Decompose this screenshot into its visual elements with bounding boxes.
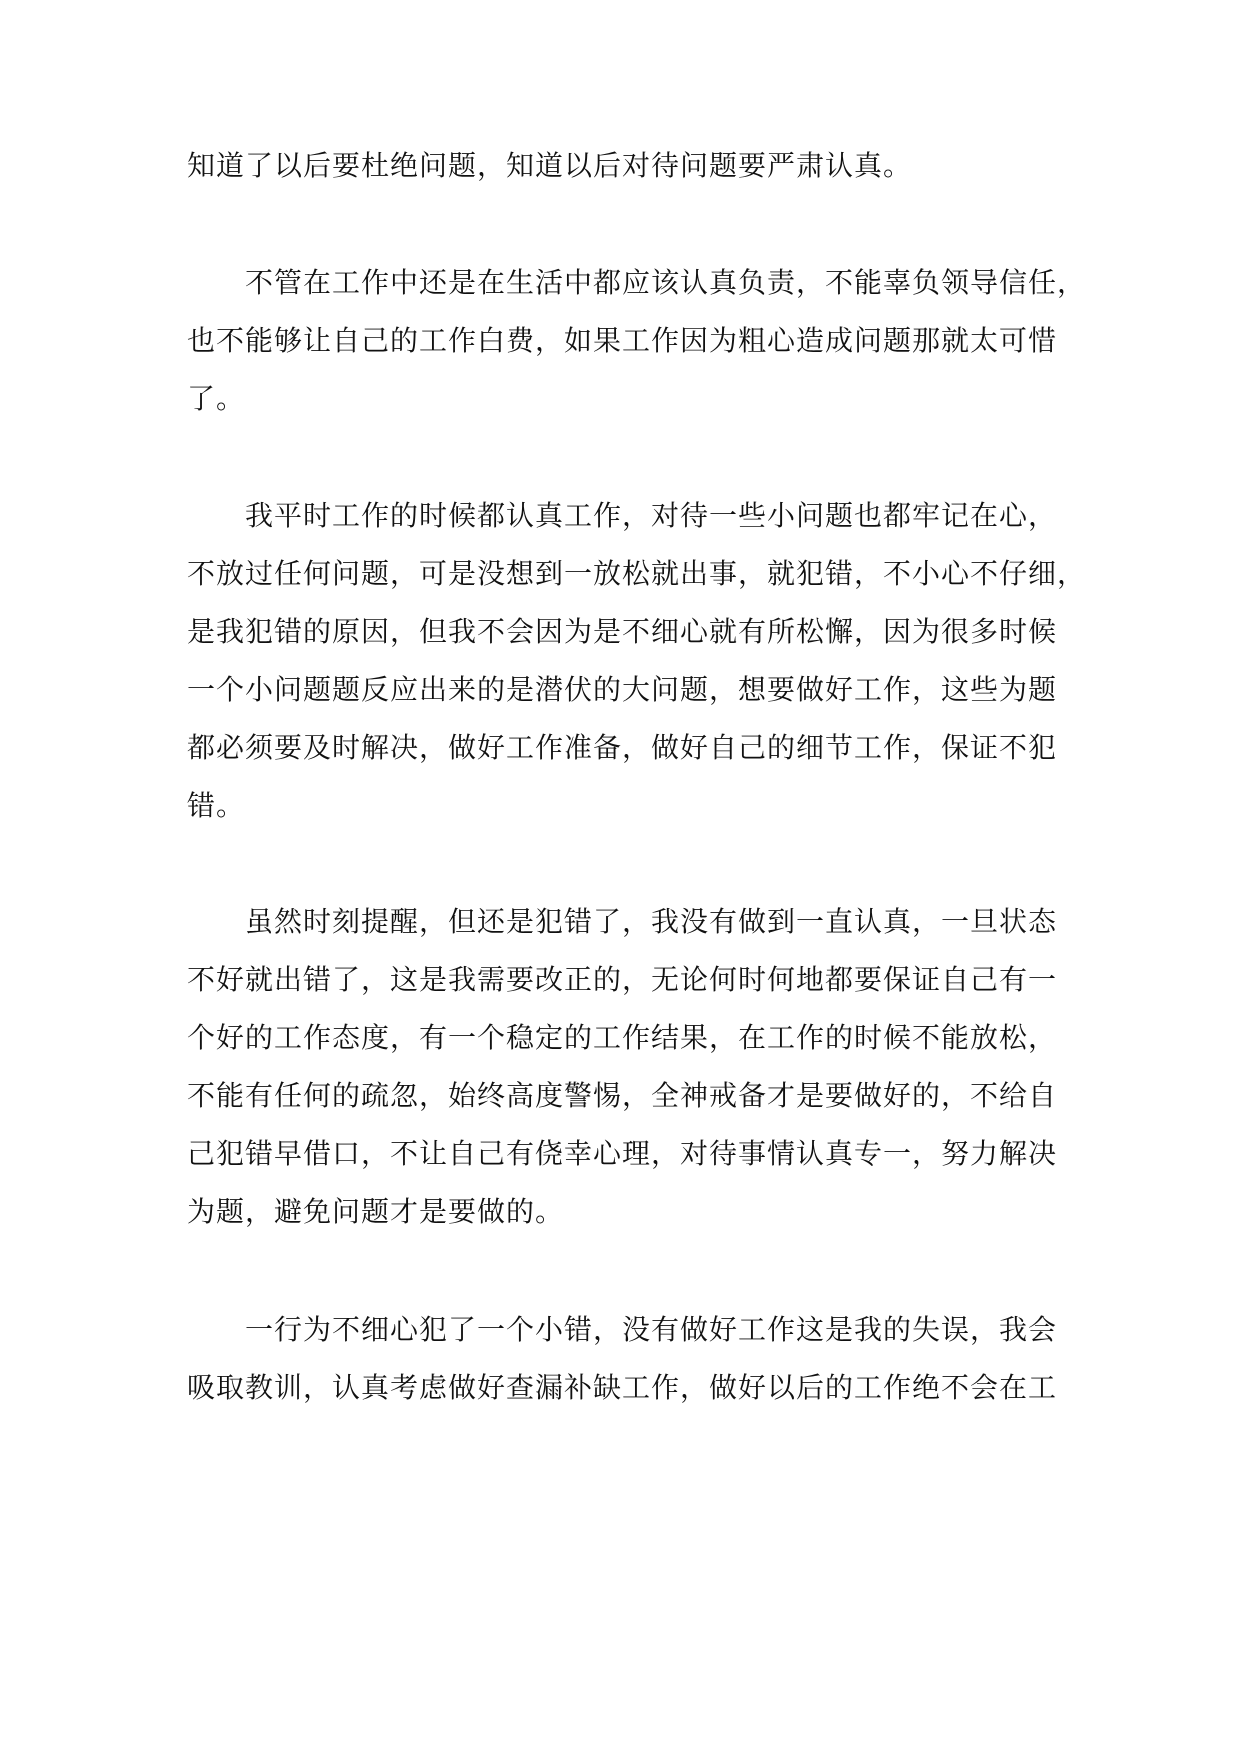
text-line: 错。	[187, 789, 246, 822]
text-line: 为题，避免问题才是要做的。	[187, 1195, 565, 1228]
text-line: 不好就出错了，这是我需要改正的，无论何时何地都要保证自己有一	[187, 963, 1058, 996]
text-line: 也不能够让自己的工作白费，如果工作因为粗心造成问题那就太可惜	[187, 324, 1058, 357]
text-line: 了。	[187, 382, 246, 415]
text-line: 是我犯错的原因，但我不会因为是不细心就有所松懈，因为很多时候	[187, 615, 1058, 648]
text-line: 个好的工作态度，有一个稳定的工作结果，在工作的时候不能放松，	[187, 1021, 1058, 1054]
text-line: 不放过任何问题，可是没想到一放松就出事，就犯错，不小心不仔细，	[187, 557, 1087, 590]
text-line: 一个小问题题反应出来的是潜伏的大问题，想要做好工作，这些为题	[187, 673, 1058, 706]
text-line: 虽然时刻提醒，但还是犯错了，我没有做到一直认真，一旦状态	[245, 905, 1058, 938]
text-line: 己犯错早借口，不让自己有侥幸心理，对待事情认真专一，努力解决	[187, 1137, 1058, 1170]
text-line: 知道了以后要杜绝问题，知道以后对待问题要严肃认真。	[187, 149, 913, 182]
text-line: 都必须要及时解决，做好工作准备，做好自己的细节工作，保证不犯	[187, 731, 1058, 764]
text-line: 我平时工作的时候都认真工作，对待一些小问题也都牢记在心，	[245, 499, 1058, 532]
text-line: 不管在工作中还是在生活中都应该认真负责，不能辜负领导信任，	[245, 266, 1087, 299]
text-line: 吸取教训，认真考虑做好查漏补缺工作，做好以后的工作绝不会在工	[187, 1371, 1058, 1404]
text-line: 一行为不细心犯了一个小错，没有做好工作这是我的失误，我会	[245, 1313, 1058, 1346]
text-line: 不能有任何的疏忽，始终高度警惕，全神戒备才是要做好的，不给自	[187, 1079, 1058, 1112]
